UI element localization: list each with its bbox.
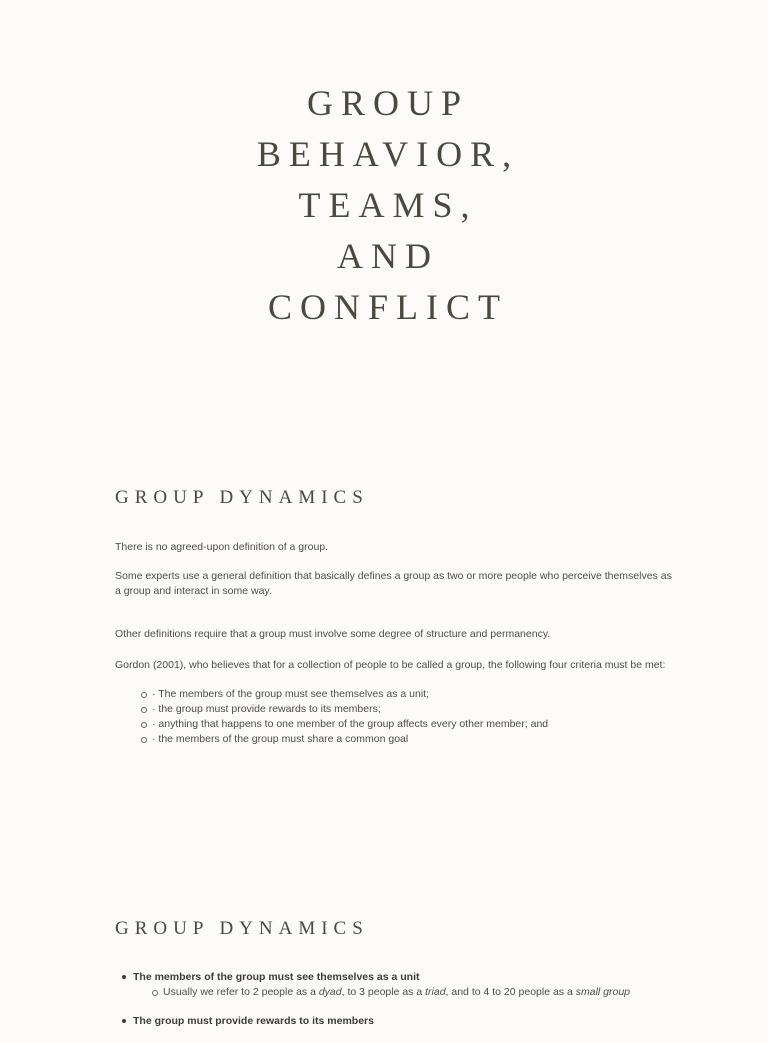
- title-line: GROUP: [306, 83, 470, 123]
- title-line: CONFLICT: [267, 287, 508, 327]
- criteria-text: · the group must provide rewards to its members;: [152, 703, 381, 715]
- hollow-bullet-icon: [141, 707, 147, 713]
- paragraph-definition: There is no agreed-upon definition of a group.: [115, 541, 329, 553]
- solid-bullet-icon: [122, 975, 126, 979]
- sub-text: , to 3 people as a: [341, 986, 426, 998]
- criteria-list: [140, 687, 548, 747]
- paragraph-structure: Other definitions require that a group must involve some degree of structure and permanency.: [115, 628, 551, 640]
- title-line: TEAMS,: [298, 185, 478, 225]
- page-title: [0, 78, 768, 333]
- term-small-group: small group: [575, 986, 631, 998]
- title-line: AND: [337, 236, 439, 276]
- list-item: [140, 717, 548, 732]
- list-item-label: The group must provide rewards to its members: [133, 1015, 374, 1027]
- title-line: BEHAVIOR,: [256, 134, 520, 174]
- group-dynamics-list: [120, 970, 720, 1043]
- nested-list: [133, 985, 720, 1000]
- list-item: [140, 702, 548, 717]
- paragraph-general-definition: Some experts use a general definition that basically defines a group as two or more people who perceive themselves as a group and interact in some way.: [115, 570, 672, 597]
- hollow-bullet-icon: [141, 737, 147, 743]
- hollow-bullet-icon: [141, 692, 147, 698]
- hollow-bullet-icon: [152, 990, 158, 996]
- criteria-text: · the members of the group must share a common goal: [152, 733, 409, 745]
- hollow-bullet-icon: [141, 722, 147, 728]
- list-item: [140, 687, 548, 702]
- criteria-text: · anything that happens to one member of the group affects every other member; and: [152, 718, 549, 730]
- list-item: [133, 985, 720, 1000]
- list-item: [120, 970, 720, 1000]
- list-item-label: The members of the group must see themselves as a unit: [133, 971, 420, 983]
- paragraph-gordon: Gordon (2001), who believes that for a collection of people to be called a group, the following four criteria must be met:: [115, 659, 666, 671]
- criteria-text: · The members of the group must see themselves as a unit;: [152, 688, 430, 700]
- term-dyad: dyad: [318, 986, 342, 998]
- section-heading-group-dynamics-2: GROUP DYNAMICS: [115, 918, 369, 939]
- list-item: [140, 732, 548, 747]
- sub-text: , and to 4 to 20 people as a: [445, 986, 576, 998]
- solid-bullet-icon: [122, 1019, 126, 1023]
- sub-text: Usually we refer to 2 people as a: [163, 986, 319, 998]
- section-heading-group-dynamics: GROUP DYNAMICS: [115, 487, 369, 508]
- term-triad: triad: [425, 986, 446, 998]
- list-item: [120, 1014, 720, 1029]
